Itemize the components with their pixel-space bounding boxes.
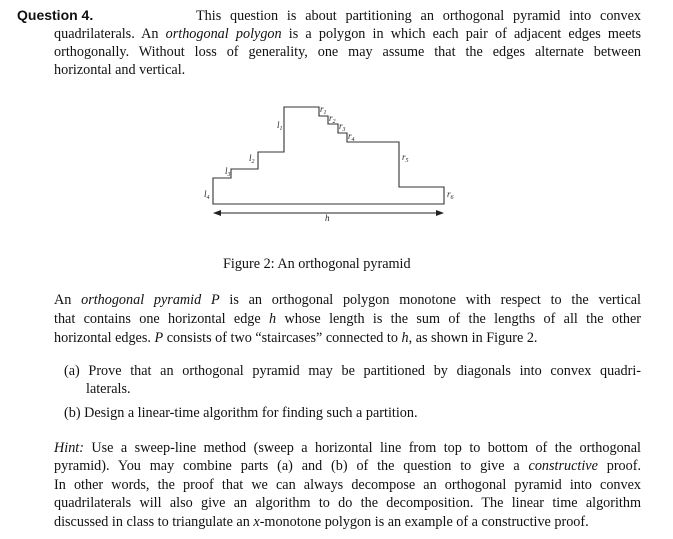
italic-text: h bbox=[401, 330, 409, 346]
text-span: -monotone polygon is an example of a constructive proof. bbox=[259, 514, 589, 530]
label-r2: $r_2$ bbox=[329, 113, 336, 125]
text-span: horizontal and vertical. bbox=[54, 62, 186, 78]
label-r6: $r_6$ bbox=[447, 189, 454, 201]
figure-caption: Figure 2: An orthogonal pyramid bbox=[223, 256, 411, 272]
label-l3: $l_3$ bbox=[225, 166, 231, 178]
text-span: is an orthogonal polygon monotone with respect to the vertical bbox=[219, 292, 642, 308]
label-r4: $r_4$ bbox=[348, 131, 355, 143]
text-span: proof. bbox=[597, 458, 642, 474]
label-r1: $r_1$ bbox=[320, 104, 327, 116]
italic-text: P bbox=[154, 330, 164, 346]
text-span: (a) Prove that an orthogonal pyramid may be partitioned by diagonals into convex quadri- bbox=[64, 363, 641, 379]
text-span: discussed in class to triangulate an bbox=[54, 514, 254, 530]
text-span: quadrilaterals will also give an algorithm to do the decomposition. The linear time algorithm bbox=[54, 495, 641, 511]
text-span: horizontal edges. bbox=[54, 330, 155, 346]
label-l2: $l_2$ bbox=[249, 153, 255, 165]
label-l4: $l_4$ bbox=[204, 189, 210, 201]
text-span: laterals. bbox=[86, 381, 131, 397]
text-span: orthogonally. Without loss of generality, one may assume that the edges alternate between bbox=[54, 44, 641, 60]
label-r5: $r_5$ bbox=[402, 152, 409, 164]
text-span: quadrilaterals. An bbox=[54, 26, 166, 42]
italic-text: orthogonal polygon bbox=[165, 26, 282, 42]
italic-text: orthogonal pyramid P bbox=[81, 292, 220, 308]
text-span: is a polygon in which each pair of adjacent edges meets bbox=[281, 26, 641, 42]
text-span: In other words, the proof that we can always decompose an orthogonal pyramid into convex bbox=[54, 477, 641, 493]
text-span: Use a sweep-line method (sweep a horizontal line from top to bottom of the orthogonal bbox=[83, 440, 641, 456]
text-span: that contains one horizontal edge bbox=[54, 311, 270, 327]
label-r3: $r_3$ bbox=[339, 121, 346, 133]
text-span: This question is about partitioning an orthogonal pyramid into convex bbox=[196, 8, 641, 24]
text-span: (b) Design a linear-time algorithm for finding such a partition. bbox=[64, 405, 418, 421]
question-label: Question 4. bbox=[17, 7, 94, 23]
italic-text: x bbox=[253, 514, 260, 530]
label-l1: $l_1$ bbox=[277, 120, 283, 132]
text-span: consists of two “staircases” connected to bbox=[163, 330, 402, 346]
text-span: whose length is the sum of the lengths of all the other bbox=[276, 311, 641, 327]
text-span: pyramid). You may combine parts (a) and (b) of the question to give a bbox=[54, 458, 529, 474]
text-span: , as shown in Figure 2. bbox=[408, 330, 538, 346]
text-span: An bbox=[54, 292, 82, 308]
italic-text: Hint: bbox=[54, 440, 84, 456]
italic-text: h bbox=[269, 311, 277, 327]
italic-text: constructive bbox=[528, 458, 598, 474]
label-h: h bbox=[325, 213, 330, 223]
